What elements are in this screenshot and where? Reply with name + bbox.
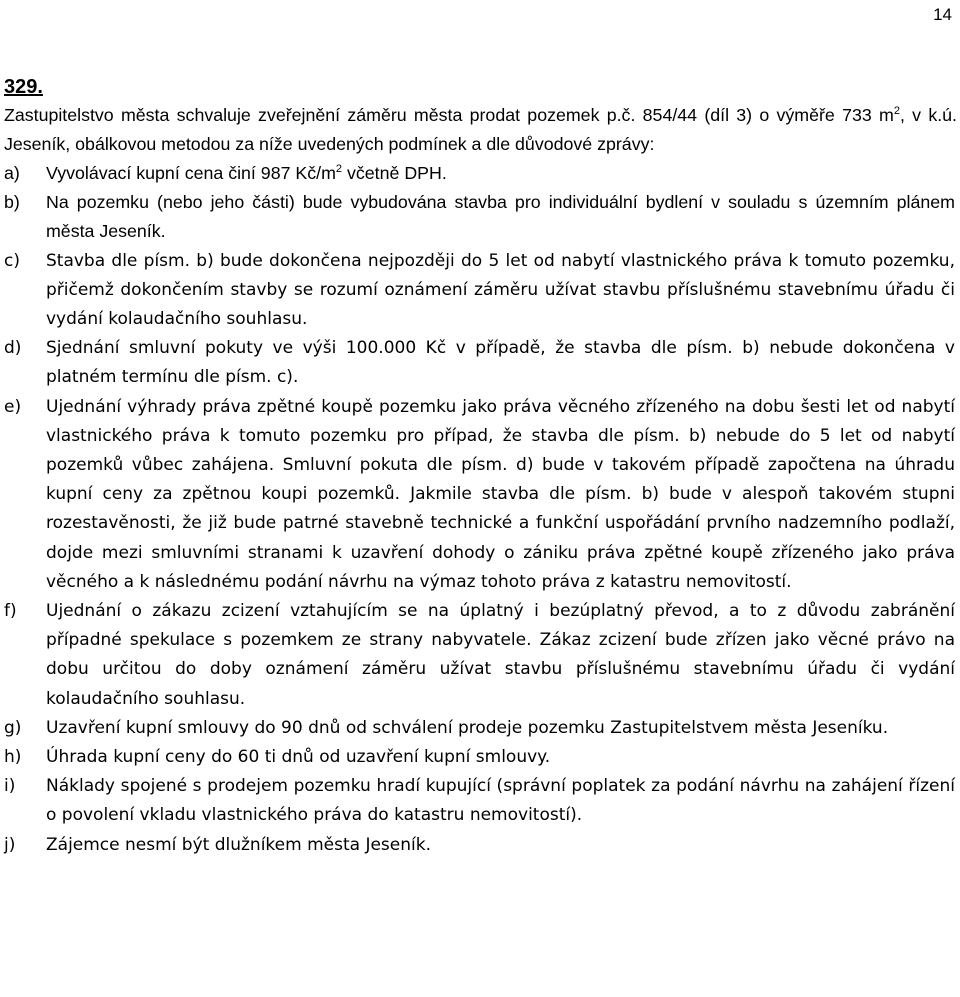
condition-a-text-after: včetně DPH. [342,163,447,183]
list-marker: c) [4,250,20,271]
list-item-text: Ujednání o zákazu zcizení vztahujícím se na úplatný i bezúplatný převod, a to z důvodu zabránění případné spekulace s pozemkem ze strany nabyvatele. Zákaz zcizení bude zřízen jako věcné právo na dobu určitou do doby oznámení záměru užívat stavbu příslušnému stavebnímu úřadu či vydání kolaudačního souhlasu. [46,601,955,709]
list-item-text: Ujednání výhrady práva zpětné koupě pozemku jako práva věcného zřízeného na dobu šesti let od nabytí vlastnického práva k tomuto pozemku pro případ, že stavba dle písm. b) nebude do 5 let od nabytí pozemků vůbec zahájena. Smluvní pokuta dle písm. d) bude v takovém případě započtena na úhradu kupní ceny za zpětnou koupi pozemků. Jakmile stavba dle písm. b) bude v alespoň takovém stupni rozestavěnosti, že již bude patrné stavebně technické a funkční uspořádání prvního nadzemního podlaží, dojde mezi smluvními stranami k uzavření dohody o zániku práva zpětné koupě zřízeného jako práva věcného a k následnému podání návrhu na výmaz tohoto práva z katastru nemovitostí. [46,396,955,592]
condition-a-superscript: 2 [335,163,343,176]
intro-text-part-1: Zastupitelstvo města schvaluje zveřejnění záměru města prodat pozemek p.č. 854/44 (díl 3) o výměře 733 m [4,105,894,125]
list-marker: a) [4,163,20,183]
document-body [4,74,957,860]
list-item-text: Na pozemku (nebo jeho části) bude vybudována stavba pro individuální bydlení v souladu s územním plánem města Jeseník. [46,192,955,242]
list-marker: i) [4,776,16,797]
list-item-text: Sjednání smluvní pokuty ve výši 100.000 Kč v případě, že stavba dle písm. b) nebude dokončena v platném termínu dle písm. c). [46,338,955,388]
condition-h [4,743,957,772]
resolution-number: 329. [4,76,43,98]
conditions-list [4,159,957,860]
list-item-text: Uzavření kupní smlouvy do 90 dnů od schválení prodeje pozemku Zastupitelstvem města Jeseníku. [46,717,889,738]
condition-i [4,772,957,830]
condition-j [4,831,957,860]
list-marker: g) [4,717,22,738]
condition-c [4,247,957,335]
condition-b [4,188,957,246]
list-marker: e) [4,396,22,417]
list-item-text: Náklady spojené s prodejem pozemku hradí kupující (správní poplatek za podání návrhu na zahájení řízení o povolení vkladu vlastnického práva do katastru nemovitostí). [46,776,955,826]
list-marker: f) [4,601,17,622]
list-marker: j) [4,834,16,855]
condition-f [4,597,957,714]
condition-e [4,393,957,597]
condition-d [4,334,957,392]
list-item-text: Úhrada kupní ceny do 60 ti dnů od uzavření kupní smlouvy. [46,747,551,768]
intro-text-part-2: , v k.ú. Jeseník, obálkovou metodou za níže uvedených podmínek a dle důvodové zprávy: [4,105,958,154]
list-marker: b) [4,192,20,213]
condition-a [4,159,957,188]
resolution-intro [4,101,957,159]
condition-g [4,714,957,743]
intro-superscript: 2 [893,105,900,118]
list-item-text: Stavba dle písm. b) bude dokončena nejpozději do 5 let od nabytí vlastnického práva k tomuto pozemku, přičemž dokončením stavby se rozumí oznámení záměru užívat stavbu příslušnému stavebnímu úřadu či vydání kolaudačního souhlasu. [46,250,955,330]
condition-a-text: Vyvolávací kupní cena činí 987 Kč/m [46,163,336,183]
list-item-text: Zájemce nesmí být dlužníkem města Jeseník. [46,834,431,855]
page-number: 14 [933,5,952,24]
list-marker: h) [4,747,22,768]
list-item-text [46,159,957,188]
list-marker: d) [4,338,22,359]
